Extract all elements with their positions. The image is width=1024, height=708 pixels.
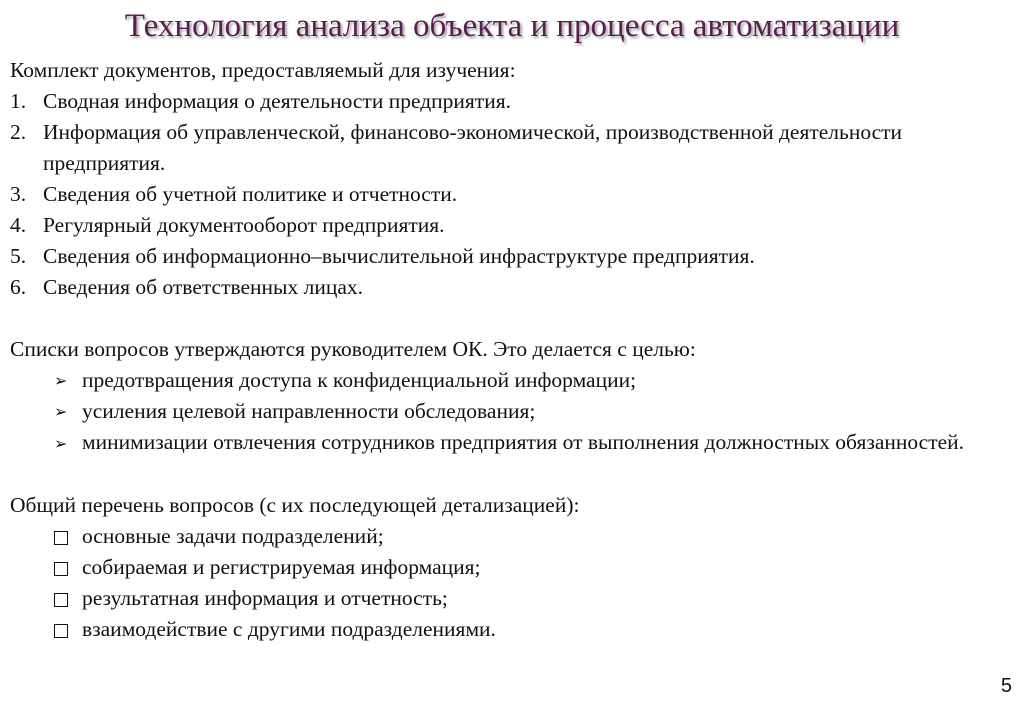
checkbox-icon (54, 521, 82, 552)
item-number: 3. (10, 182, 27, 206)
document-item (10, 272, 1015, 303)
item-text: результатная информация и отчетность; (82, 586, 448, 610)
item-text: взаимодействие с другими подразделениями. (82, 617, 496, 641)
questions-intro: Списки вопросов утверждаются руководителем ОК. Это делается с целью: (10, 337, 696, 361)
question-goal-item (10, 396, 1015, 427)
general-question-item (10, 614, 1015, 645)
document-item (10, 86, 1015, 117)
item-text: Сведения об ответственных лицах. (43, 275, 364, 299)
item-text: усиления целевой направленности обследования; (82, 399, 536, 423)
general-question-item (10, 583, 1015, 614)
arrow-bullet-icon: ➢ (54, 434, 68, 453)
document-item (10, 179, 1015, 210)
item-text: минимизации отвлечения сотрудников предприятия от выполнения должностных обязанностей. (82, 430, 965, 454)
spacer (10, 459, 1015, 490)
item-number: 6. (10, 275, 27, 299)
slide-content (10, 55, 1015, 645)
item-number: 5. (10, 244, 27, 268)
item-text: Информация об управленческой, финансово-экономической, производственной деятельности предприятия. (43, 120, 903, 175)
arrow-bullet-icon: ➢ (54, 402, 68, 421)
item-number: 2. (10, 120, 27, 144)
slide-title: Технология анализа объекта и процесса автоматизации (124, 8, 900, 44)
general-question-item (10, 552, 1015, 583)
item-number: 4. (10, 213, 27, 237)
general-question-item (10, 521, 1015, 552)
item-text: Регулярный документооборот предприятия. (43, 213, 445, 237)
spacer (10, 303, 1015, 334)
item-text: основные задачи подразделений; (82, 524, 384, 548)
question-goal-item (10, 427, 1015, 459)
document-item (10, 117, 1015, 179)
item-text: Сведения об учетной политике и отчетности. (43, 182, 458, 206)
checkbox-icon (54, 552, 82, 583)
item-text: Сведения об информационно–вычислительной инфраструктуре предприятия. (43, 244, 755, 268)
item-text: Сводная информация о деятельности предприятия. (43, 89, 511, 113)
item-text: собираемая и регистрируемая информация; (82, 555, 481, 579)
document-item (10, 210, 1015, 241)
checkbox-icon (54, 583, 82, 614)
question-goal-item (10, 365, 1015, 396)
item-number: 1. (10, 89, 27, 113)
document-item (10, 241, 1015, 272)
general-intro: Общий перечень вопросов (с их последующей детализацией): (10, 493, 580, 517)
checkbox-icon (54, 614, 82, 645)
documents-intro: Комплект документов, предоставляемый для изучения: (10, 58, 516, 82)
item-text: предотвращения доступа к конфиденциальной информации; (82, 368, 637, 392)
page-number: 5 (1000, 675, 1012, 697)
arrow-bullet-icon: ➢ (54, 371, 68, 390)
